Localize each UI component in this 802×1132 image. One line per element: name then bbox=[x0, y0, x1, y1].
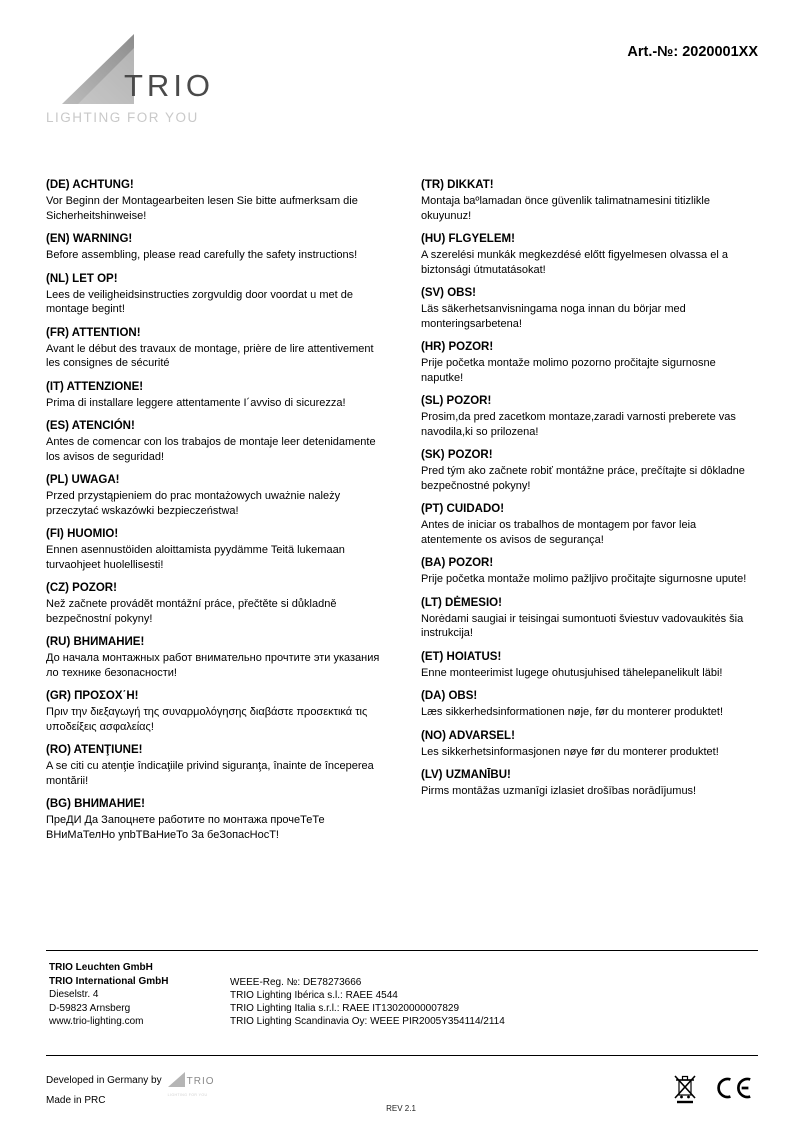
warning-title: (HU) FLGYELEM! bbox=[421, 233, 515, 245]
logo-tagline: LIGHTING FOR YOU bbox=[46, 110, 199, 125]
warning-title: (LT) DĖMESIO! bbox=[421, 596, 502, 609]
warning-body: A szerelési munkák megkezdésé előtt figyelmesen olvassa el a biztonsági útmutatásokat! bbox=[421, 249, 728, 276]
warning-body: Prije početka montaže molimo pozorno pročitajte sigurnosne naputke! bbox=[421, 357, 716, 384]
warning-da bbox=[421, 689, 758, 720]
warning-body: Avant le début des travaux de montage, prière de lire attentivement les consignes de sécurité bbox=[46, 342, 374, 369]
warning-title: (TR) DIKKAT! bbox=[421, 179, 494, 191]
warning-title: (BG) ВНИМАНИЕ! bbox=[46, 798, 145, 810]
weee-bin-icon bbox=[672, 1072, 698, 1104]
weee-line: TRIO Lighting Ibérica s.l.: RAEE 4544 bbox=[230, 990, 398, 1001]
warning-body: Pred tým ako začnete robiť montážne práce, prečítajte si dôkladne bezpečnostné pokyny! bbox=[421, 465, 745, 492]
company-website: www.trio-lighting.com bbox=[49, 1016, 144, 1027]
warning-title: (ES) ATENCIÓN! bbox=[46, 420, 135, 432]
warning-body: Vor Beginn der Montagearbeiten lesen Sie bitte aufmerksam die Sicherheitshinweise! bbox=[46, 195, 358, 222]
warning-title: (CZ) POZOR! bbox=[46, 582, 117, 594]
warning-body: A se citi cu atenţie îndicaţiile privind siguranţa, înainte de începerea montării! bbox=[46, 760, 374, 787]
small-logo-wordmark: TRIO bbox=[186, 1076, 215, 1087]
trio-logo bbox=[46, 34, 266, 136]
warning-title: (RU) ВНИМАНИЕ! bbox=[46, 636, 145, 648]
made-in-text: Made in PRC bbox=[46, 1095, 106, 1106]
warning-tr bbox=[421, 178, 758, 223]
weee-line: TRIO Lighting Italia s.r.l.: RAEE IT13020000007829 bbox=[230, 1003, 460, 1014]
warning-body: Πριν την διεξαγωγή της συναρμολόγησης διαβάστε προσεκτικά τις υποδείξεις ασφαλείας! bbox=[46, 706, 368, 733]
trio-logo-small bbox=[167, 1072, 215, 1097]
warning-gr bbox=[46, 689, 383, 734]
warning-pt bbox=[421, 502, 758, 547]
weee-line: TRIO Lighting Scandinavia Oy: WEEE PIR2005Y354114/2114 bbox=[230, 1016, 505, 1027]
company-street: Dieselstr. 4 bbox=[49, 989, 99, 1000]
warning-ro bbox=[46, 743, 383, 788]
warning-body: ПреДИ Да Запоцнете работите по монтажа прочеТеТе ВНиМаТелНо упbТВаНиеТо За беЗопасНосТ! bbox=[46, 814, 325, 841]
warning-lv bbox=[421, 768, 758, 799]
origin-info bbox=[46, 1072, 215, 1107]
warning-no bbox=[421, 729, 758, 760]
warning-title: (PL) UWAGA! bbox=[46, 474, 120, 486]
warning-body: Norėdami saugiai ir teisingai sumontuoti šviestuv vadovaukitės šia instrukcija! bbox=[421, 612, 744, 639]
warning-title: (FI) HUOMIO! bbox=[46, 528, 119, 540]
warning-title: (BA) POZOR! bbox=[421, 557, 494, 569]
trio-triangle-small-icon bbox=[168, 1072, 185, 1087]
warning-title: (LV) UZMANĪBU! bbox=[421, 769, 511, 781]
warning-title: (HR) POZOR! bbox=[421, 341, 494, 353]
warning-title: (GR) ΠΡΟΣΟΧ΄Η! bbox=[46, 690, 139, 702]
article-number: Art.-№: 2020001XX bbox=[627, 44, 758, 60]
warning-title: (FR) ATTENTION! bbox=[46, 326, 141, 339]
warning-title: (EN) WARNING! bbox=[46, 233, 133, 245]
company-city: D-59823 Arnsberg bbox=[49, 1002, 131, 1014]
ce-mark-icon bbox=[716, 1076, 752, 1100]
warning-body: Enne monteerimist lugege ohutusjuhised tähelepanelikult läbi! bbox=[421, 666, 723, 679]
warning-body: Prije početka montaže molimo pažljivo pročitajte sigurnosne upute! bbox=[421, 573, 747, 585]
warning-body: Prosim,da pred zacetkom montaze,zaradi varnosti preberete vas navodila,ki so prilozena! bbox=[421, 411, 736, 438]
developed-by-line bbox=[46, 1072, 215, 1097]
warning-body: Než začnete provádět montážní práce, přečtěte si důkladně bezpečnostní pokyny! bbox=[46, 598, 337, 625]
warning-de bbox=[46, 178, 383, 223]
warning-body: Ennen asennustöiden aloittamista pyydämme Teitä lukemaan turvaohjeet huolellisesti! bbox=[46, 544, 345, 571]
warning-title: (NO) ADVARSEL! bbox=[421, 729, 515, 742]
warning-title: (SL) POZOR! bbox=[421, 395, 492, 407]
warning-body: Antes de iniciar os trabalhos de montagem por favor leia atentemente os avisos de segurança! bbox=[421, 519, 697, 546]
warning-lt bbox=[421, 596, 758, 641]
warning-sl bbox=[421, 394, 758, 439]
warning-body: Läs säkerhetsanvisningama noga innan du börjar med monteringsarbetena! bbox=[421, 303, 686, 330]
small-logo-tagline: LIGHTING FOR YOU bbox=[167, 1093, 208, 1097]
warning-ru bbox=[46, 635, 383, 680]
warning-ba bbox=[421, 556, 758, 587]
warning-title: (DA) OBS! bbox=[421, 690, 478, 702]
warning-title: (PT) CUIDADO! bbox=[421, 503, 505, 515]
warning-title: (IT) ATTENZIONE! bbox=[46, 380, 144, 393]
warning-body: Læs sikkerhedsinformationen nøje, før du monterer produktet! bbox=[421, 706, 724, 718]
warning-en bbox=[46, 232, 383, 263]
logo-wordmark: TRIO bbox=[124, 68, 215, 103]
warning-body: Antes de comencar con los trabajos de montaje leer detenidamente los avisos de seguridad! bbox=[46, 436, 376, 463]
warnings-column-left bbox=[46, 178, 383, 851]
warning-pl bbox=[46, 473, 383, 518]
warning-sk bbox=[421, 448, 758, 493]
warning-body: Montaja baºlamadan önce güvenlik talimatnamesini titizlikle okuyunuz! bbox=[421, 195, 710, 222]
warning-sv bbox=[421, 286, 758, 331]
warning-body: Pirms montāžas uzmanīgi izlasiet drošības norādījumus! bbox=[421, 785, 697, 797]
warning-et bbox=[421, 650, 758, 681]
warning-hu bbox=[421, 232, 758, 277]
weee-line: WEEE-Reg. №: DE78273666 bbox=[230, 977, 362, 988]
developed-by-text: Developed in Germany by bbox=[46, 1075, 162, 1086]
warning-fi bbox=[46, 527, 383, 572]
warning-es bbox=[46, 419, 383, 464]
warning-title: (SV) OBS! bbox=[421, 287, 476, 299]
weee-registration-block bbox=[230, 961, 505, 1041]
warning-title: (ET) HOIATUS! bbox=[421, 650, 502, 663]
warning-bg bbox=[46, 797, 383, 842]
warnings-columns bbox=[46, 178, 758, 851]
warning-title: (SK) POZOR! bbox=[421, 449, 493, 461]
warning-body: Les sikkerhetsinformasjonen nøye før du monterer produktet! bbox=[421, 745, 719, 758]
company-name-international: TRIO International GmbH bbox=[49, 975, 169, 987]
warning-title: (RO) ATENŢIUNE! bbox=[46, 744, 143, 756]
certification-marks bbox=[672, 1072, 758, 1104]
warning-body: Lees de veiligheidsinstructies zorgvuldig door voordat u met de montage begint! bbox=[46, 288, 353, 315]
warning-nl bbox=[46, 272, 383, 317]
warning-fr bbox=[46, 326, 383, 371]
revision-label: REV 2.1 bbox=[386, 1104, 416, 1113]
warnings-column-right bbox=[421, 178, 758, 851]
footer-company-box bbox=[46, 950, 758, 1056]
warning-hr bbox=[421, 340, 758, 385]
company-address-block bbox=[46, 961, 230, 1041]
header bbox=[46, 34, 758, 136]
warning-body: До начала монтажных работ внимательно прочтите эти указания ло технике безопасности! bbox=[46, 652, 380, 679]
company-name: TRIO Leuchten GmbH bbox=[49, 962, 153, 973]
warning-cz bbox=[46, 581, 383, 626]
warning-title: (NL) LET OP! bbox=[46, 272, 118, 285]
warning-body: Przed przystąpieniem do prac montażowych uważnie należy przeczytać wskazówki bezpieczeństwa! bbox=[46, 490, 341, 517]
warning-body: Prima di installare leggere attentamente I´avviso di sicurezza! bbox=[46, 396, 346, 409]
warning-title: (DE) ACHTUNG! bbox=[46, 179, 134, 191]
footer-bottom-row bbox=[46, 1072, 758, 1107]
warning-body: Before assembling, please read carefully the safety instructions! bbox=[46, 249, 358, 261]
warning-it bbox=[46, 380, 383, 411]
